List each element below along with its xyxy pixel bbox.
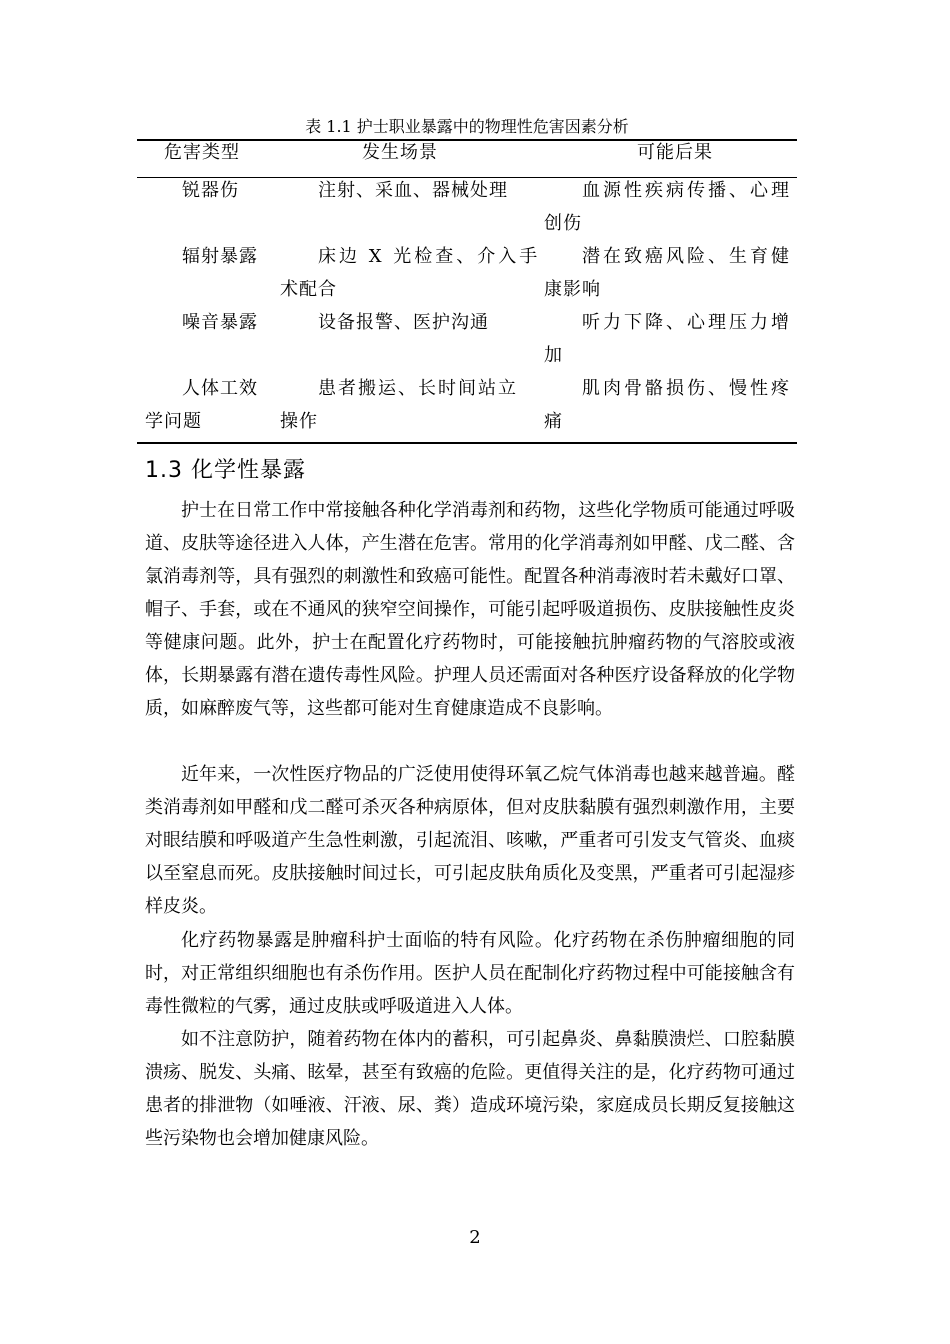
table-cell-type: 噪音暴露 [182,312,258,333]
table-cell-type: 锐器伤 [182,180,239,201]
table-cell-consequence: 听力下降、心理压力增 [582,312,792,333]
table-cell-scene: 设备报警、医护沟通 [318,312,489,333]
table-cell-consequence-cont: 加 [544,345,563,366]
table-cell-consequence: 血源性疾病传播、心理 [582,180,792,201]
table-cell-scene: 注射、采血、器械处理 [318,180,508,201]
page-number: 2 [469,1227,481,1248]
table-cell-type-cont: 学问题 [145,411,202,432]
body-paragraph: 如不注意防护，随着药物在体内的蓄积，可引起鼻炎、鼻黏膜溃烂、口腔黏膜溃疡、脱发、头痛、眩晕，甚至有致癌的危险。更值得关注的是，化疗药物可通过患者的排泄物（如唾液、汗液、尿、粪）造成环境污染，家庭成员长期反复接触这些污染物也会增加健康风险。 [145,1029,795,1149]
table-header-type: 危害类型 [164,142,240,163]
table-cell-scene-cont: 操作 [280,411,318,432]
table-cell-consequence-cont: 创伤 [544,213,582,234]
table-cell-type: 人体工效 [182,378,258,399]
body-paragraph: 近年来，一次性医疗物品的广泛使用使得环氧乙烷气体消毒也越来越普遍。醛类消毒剂如甲醛和戊二醛可杀灭各种病原体，但对皮肤黏膜有强烈刺激作用，主要对眼结膜和呼吸道产生急性刺激，引起流泪、咳嗽，严重者可引发支气管炎、血痰以至窒息而死。皮肤接触时间过长，可引起皮肤角质化及变黑，严重者可引起湿疹样皮炎。 [145,764,795,917]
table-cell-scene: 患者搬运、长时间站立 [318,378,518,399]
table-cell-consequence: 潜在致癌风险、生育健 [582,246,792,267]
table-caption: 表 1.1 护士职业暴露中的物理性危害因素分析 [305,117,629,136]
table-header-consequence: 可能后果 [637,142,713,163]
section-heading: 1.3 化学性暴露 [145,458,306,483]
table-cell-scene-cont: 术配合 [280,279,337,300]
table-cell-consequence: 肌肉骨骼损伤、慢性疼 [582,378,792,399]
table-header-scene: 发生场景 [362,142,438,163]
table-bottom-rule [137,442,797,444]
body-paragraph: 化疗药物暴露是肿瘤科护士面临的特有风险。化疗药物在杀伤肿瘤细胞的同时，对正常组织细胞也有杀伤作用。医护人员在配制化疗药物过程中可能接触含有毒性微粒的气雾，通过皮肤或呼吸道进入人体。 [145,930,795,1017]
table-cell-consequence-cont: 康影响 [544,279,601,300]
table-cell-consequence-cont: 痛 [544,411,563,432]
table-cell-type: 辐射暴露 [182,246,258,267]
table-cell-scene: 床边 X 光检查、介入手 [318,246,541,267]
body-paragraph: 护士在日常工作中常接触各种化学消毒剂和药物，这些化学物质可能通过呼吸道、皮肤等途径进入人体，产生潜在危害。常用的化学消毒剂如甲醛、戊二醛、含氯消毒剂等，具有强烈的刺激性和致癌可能性。配置各种消毒液时若未戴好口罩、帽子、手套，或在不通风的狭窄空间操作，可能引起呼吸道损伤、皮肤接触性皮炎等健康问题。此外，护士在配置化疗药物时，可能接触抗肿瘤药物的气溶胶或液体，长期暴露有潜在遗传毒性风险。护理人员还需面对各种医疗设备释放的化学物质，如麻醉废气等，这些都可能对生育健康造成不良影响。 [145,500,795,719]
